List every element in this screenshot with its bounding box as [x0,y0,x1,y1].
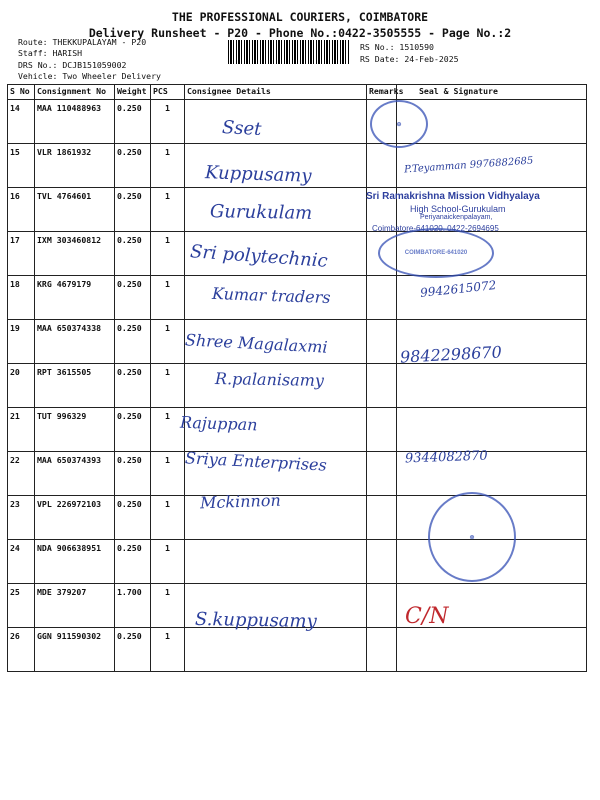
signature-15: P.Teyamman 9976882685 [403,155,534,176]
cell-consignment-no: KRG 4679179 [35,276,115,320]
school-stamp-line4: Coimbatore-641020, 0422-2694695 [372,224,499,233]
school-stamp-name: Sri Ramakrishna Mission Vidhyalaya [366,191,540,202]
handwritten-consignee-19: Kumar traders [211,283,331,308]
cell-remarks [367,144,397,188]
cell-remarks [367,540,397,584]
signature-26-cn: C/N [405,604,449,629]
cell-consignment-no: MAA 650374338 [35,320,115,364]
cell-consignment-no: IXM 303460812 [35,232,115,276]
staff-label: Staff: HARISH [18,48,83,58]
cell-pcs: 1 [151,320,185,364]
cell-pcs: 1 [151,276,185,320]
cell-pcs: 1 [151,452,185,496]
cell-consignment-no: GGN 911590302 [35,628,115,672]
company-title: THE PROFESSIONAL COURIERS, COIMBATORE [171,10,429,24]
cell-sno: 22 [8,452,35,496]
route-label: Route: THEKKUPALAYAM - P20 [18,37,147,47]
cell-consignment-no: TVL 4764601 [35,188,115,232]
cell-weight: 0.250 [115,276,151,320]
cell-consignment-no: NDA 906638951 [35,540,115,584]
cell-sno: 26 [8,628,35,672]
cell-weight: 0.250 [115,408,151,452]
cell-sno: 18 [8,276,35,320]
cell-pcs: 1 [151,540,185,584]
cell-seal-signature [397,628,587,672]
col-header-consignment: Consignment No [35,85,115,100]
col-header-weight: Weight [115,85,151,100]
cell-weight: 0.250 [115,452,151,496]
cell-weight: 0.250 [115,320,151,364]
table-row [8,408,587,452]
handwritten-consignee-17: Gurukulam [209,201,313,224]
col-header-sno: S No [8,85,35,100]
cell-weight: 0.250 [115,540,151,584]
table-header-row [8,85,587,100]
cell-remarks [367,496,397,540]
cell-weight: 0.250 [115,628,151,672]
handwritten-consignee-20: Shree Magalaxmi [184,330,329,357]
polytechnic-stamp: COIMBATORE-641020 [378,228,494,278]
cell-consignee [185,540,367,584]
cell-consignment-no: MAA 650374393 [35,452,115,496]
cell-remarks [367,320,397,364]
signature-18: 9942615072 [419,278,497,300]
cell-pcs: 1 [151,408,185,452]
cell-weight: 0.250 [115,144,151,188]
cell-seal-signature [397,408,587,452]
cell-sno: 19 [8,320,35,364]
round-seal-icon: ⊛ [428,492,516,582]
cell-pcs: 1 [151,584,185,628]
round-stamp-icon: ⊕ [370,100,428,148]
table-row [8,100,587,144]
cell-sno: 20 [8,364,35,408]
cell-sno: 24 [8,540,35,584]
cell-sno: 15 [8,144,35,188]
cell-weight: 0.250 [115,496,151,540]
cell-pcs: 1 [151,364,185,408]
cell-consignment-no: VPL 226972103 [35,496,115,540]
cell-weight: 0.250 [115,100,151,144]
cell-weight: 0.250 [115,364,151,408]
cell-consignment-no: RPT 3615505 [35,364,115,408]
cell-remarks [367,276,397,320]
cell-consignee [185,100,367,144]
cell-remarks [367,452,397,496]
cell-seal-signature [397,364,587,408]
cell-pcs: 1 [151,628,185,672]
handwritten-consignee-14: Sset [221,116,262,141]
handwritten-consignee-26: S.kuppusamy [194,608,317,633]
cell-pcs: 1 [151,496,185,540]
cell-pcs: 1 [151,100,185,144]
rs-date: RS Date: 24-Feb-2025 [360,54,459,64]
signature-20: 9842298670 [399,342,503,367]
cell-pcs: 1 [151,188,185,232]
col-header-remarks: Remarks [367,85,397,100]
handwritten-consignee-21: R.palanisamy [214,369,325,390]
handwritten-consignee-23: Sriya Enterprises [184,448,328,475]
cell-remarks [367,408,397,452]
handwritten-consignee-22: Rajuppan [179,412,258,435]
school-stamp-line2: High School-Gurukulam [410,204,506,214]
cell-consignment-no: TUT 996329 [35,408,115,452]
cell-sno: 25 [8,584,35,628]
handwritten-consignee-18: Sri polytechnic [189,241,329,272]
drs-label: DRS No.: DCJB151059002 [18,60,127,70]
barcode [228,40,350,64]
col-header-consignee: Consignee Details [185,85,367,100]
handwritten-consignee-24: Mckinnon [199,490,282,513]
cell-consignment-no: MDE 379207 [35,584,115,628]
cell-weight: 1.700 [115,584,151,628]
col-header-pcs: PCS [151,85,185,100]
cell-consignment-no: MAA 110488963 [35,100,115,144]
handwritten-consignee-16: Kuppusamy [204,162,312,187]
cell-remarks [367,584,397,628]
signature-23: 9344082870 [404,448,488,467]
cell-sno: 23 [8,496,35,540]
cell-pcs: 1 [151,232,185,276]
cell-sno: 21 [8,408,35,452]
vehicle-label: Vehicle: Two Wheeler Delivery [18,71,161,81]
rs-number: RS No.: 1510590 [360,42,434,52]
cell-consignment-no: VLR 1861932 [35,144,115,188]
cell-sno: 14 [8,100,35,144]
cell-pcs: 1 [151,144,185,188]
table-row [8,628,587,672]
cell-consignee [185,628,367,672]
col-header-seal-signature: Seal & Signature [397,85,587,100]
cell-remarks [367,628,397,672]
cell-sno: 16 [8,188,35,232]
runsheet-subtitle: Delivery Runsheet - P20 - Phone No.:0422-3505555 - Page No.:2 [88,26,512,40]
cell-weight: 0.250 [115,232,151,276]
cell-sno: 17 [8,232,35,276]
school-stamp-line3: Periyanaickenpalayam, [420,214,493,221]
cell-weight: 0.250 [115,188,151,232]
cell-remarks [367,364,397,408]
